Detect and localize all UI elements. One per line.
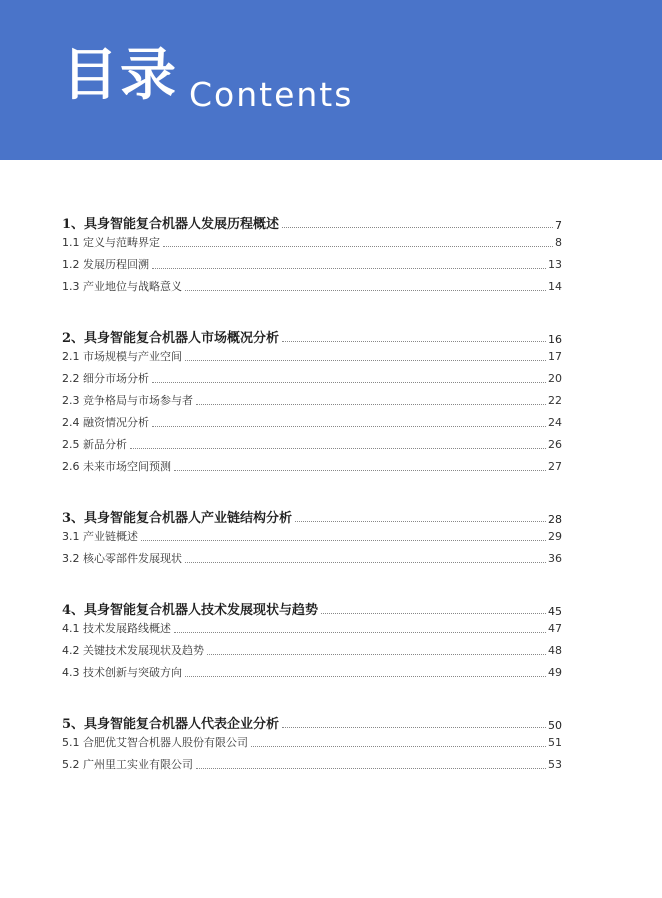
toc-subsection[interactable]	[62, 456, 562, 478]
toc-subsection-title: 2.4 融资情况分析	[62, 416, 149, 429]
toc-section	[62, 326, 562, 478]
dot-leader	[282, 341, 546, 342]
dot-leader	[174, 470, 546, 471]
dot-leader	[295, 521, 546, 522]
toc-subsection[interactable]	[62, 254, 562, 276]
page-title: 目录	[62, 43, 178, 108]
page-subtitle: Contents	[189, 75, 354, 114]
dot-leader	[185, 290, 546, 291]
toc-chapter-page-number: 50	[548, 719, 562, 732]
dot-leader	[152, 382, 546, 383]
toc-subsection-page-number: 36	[548, 552, 562, 565]
toc-chapter[interactable]	[62, 326, 562, 346]
toc-subsection-title: 1.2 发展历程回溯	[62, 258, 149, 271]
toc-subsection-title: 2.1 市场规模与产业空间	[62, 350, 182, 363]
toc-subsection-page-number: 48	[548, 644, 562, 657]
toc-chapter[interactable]	[62, 212, 562, 232]
toc-subsection-title: 4.1 技术发展路线概述	[62, 622, 171, 635]
toc-subsection[interactable]	[62, 732, 562, 754]
toc-subsection-title: 5.2 广州里工实业有限公司	[62, 758, 193, 771]
toc-chapter-title: 1、具身智能复合机器人发展历程概述	[62, 217, 280, 232]
toc-subsection-title: 1.3 产业地位与战略意义	[62, 280, 182, 293]
dot-leader	[163, 246, 553, 247]
toc-subsection[interactable]	[62, 276, 562, 298]
toc-section	[62, 598, 562, 684]
section-spacer	[62, 684, 562, 712]
toc-chapter[interactable]	[62, 506, 562, 526]
dot-leader	[174, 632, 546, 633]
toc-subsection-title: 2.5 新品分析	[62, 438, 127, 451]
dot-leader	[196, 768, 546, 769]
toc-subsection[interactable]	[62, 526, 562, 548]
toc-chapter-title: 2、具身智能复合机器人市场概况分析	[62, 331, 280, 346]
dot-leader	[185, 360, 546, 361]
toc-subsection-title: 2.2 细分市场分析	[62, 372, 149, 385]
toc-subsection-page-number: 14	[548, 280, 562, 293]
toc-subsection[interactable]	[62, 662, 562, 684]
toc-chapter[interactable]	[62, 712, 562, 732]
toc-subsection-page-number: 17	[548, 350, 562, 363]
dot-leader	[321, 613, 546, 614]
toc-subsection-page-number: 8	[555, 236, 562, 249]
toc-subsection[interactable]	[62, 412, 562, 434]
toc-subsection-page-number: 27	[548, 460, 562, 473]
toc-subsection-page-number: 20	[548, 372, 562, 385]
dot-leader	[130, 448, 546, 449]
toc-subsection[interactable]	[62, 640, 562, 662]
dot-leader	[185, 676, 546, 677]
toc-section	[62, 212, 562, 298]
section-spacer	[62, 298, 562, 326]
toc-subsection-title: 2.3 竞争格局与市场参与者	[62, 394, 193, 407]
toc-subsection[interactable]	[62, 618, 562, 640]
toc-chapter-page-number: 7	[555, 219, 562, 232]
toc-chapter-title: 3、具身智能复合机器人产业链结构分析	[62, 511, 293, 526]
toc-chapter-title: 4、具身智能复合机器人技术发展现状与趋势	[62, 603, 319, 618]
dot-leader	[282, 727, 546, 728]
dot-leader	[141, 540, 546, 541]
toc-subsection-page-number: 22	[548, 394, 562, 407]
toc-subsection-title: 5.1 合肥优艾智合机器人股份有限公司	[62, 736, 248, 749]
toc-subsection-page-number: 49	[548, 666, 562, 679]
header-banner	[0, 0, 662, 160]
dot-leader	[196, 404, 546, 405]
toc-subsection[interactable]	[62, 390, 562, 412]
toc-chapter-page-number: 45	[548, 605, 562, 618]
dot-leader	[282, 227, 553, 228]
dot-leader	[152, 426, 546, 427]
toc-subsection-page-number: 29	[548, 530, 562, 543]
toc-subsection-page-number: 24	[548, 416, 562, 429]
toc-subsection-page-number: 53	[548, 758, 562, 771]
toc-subsection-title: 2.6 未来市场空间预测	[62, 460, 171, 473]
toc-section	[62, 712, 562, 776]
toc-subsection[interactable]	[62, 548, 562, 570]
toc-chapter-page-number: 16	[548, 333, 562, 346]
toc-subsection[interactable]	[62, 368, 562, 390]
toc-chapter[interactable]	[62, 598, 562, 618]
section-spacer	[62, 570, 562, 598]
toc-subsection[interactable]	[62, 346, 562, 368]
toc-section	[62, 506, 562, 570]
toc-subsection[interactable]	[62, 434, 562, 456]
toc-subsection-page-number: 13	[548, 258, 562, 271]
section-spacer	[62, 478, 562, 506]
toc-subsection[interactable]	[62, 754, 562, 776]
toc-subsection-page-number: 47	[548, 622, 562, 635]
toc-subsection-title: 3.2 核心零部件发展现状	[62, 552, 182, 565]
toc-subsection-page-number: 51	[548, 736, 562, 749]
toc-chapter-page-number: 28	[548, 513, 562, 526]
toc-chapter-title: 5、具身智能复合机器人代表企业分析	[62, 717, 280, 732]
toc-subsection-title: 1.1 定义与范畴界定	[62, 236, 160, 249]
toc-subsection-title: 3.1 产业链概述	[62, 530, 138, 543]
table-of-contents	[62, 212, 562, 776]
toc-subsection-title: 4.3 技术创新与突破方向	[62, 666, 182, 679]
dot-leader	[152, 268, 546, 269]
dot-leader	[251, 746, 546, 747]
dot-leader	[185, 562, 546, 563]
dot-leader	[207, 654, 546, 655]
toc-subsection[interactable]	[62, 232, 562, 254]
toc-subsection-page-number: 26	[548, 438, 562, 451]
toc-subsection-title: 4.2 关键技术发展现状及趋势	[62, 644, 204, 657]
